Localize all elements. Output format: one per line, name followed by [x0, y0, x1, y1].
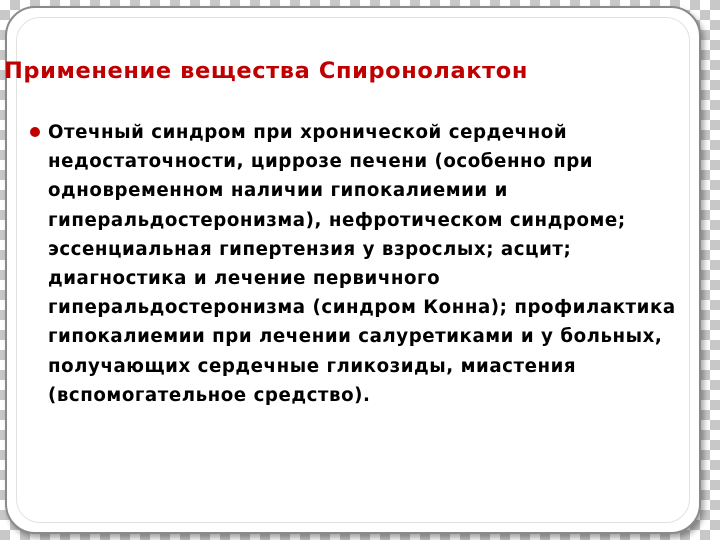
- bullet-text: Отечный синдром при хронической сердечной недостаточности, циррозе печени (особенно при одновременном наличии гипокалиемии и гиперальдостеронизма), нефротическом синдроме; эссенциальная гипертензия у взрослых; асцит; диагностика и лечение первичного гиперальдостеронизма (синдром Конна); профилактика гипокалиемии при лечении салуретиками и у больных, получающих сердечные гликозиды, миастения (вспомогательное средство).: [48, 122, 676, 406]
- bullet-item: [18, 118, 688, 410]
- slide-body: [18, 118, 688, 410]
- bullet-dot-icon: [30, 127, 40, 137]
- slide-title: Применение вещества Спиронолактон: [4, 58, 528, 84]
